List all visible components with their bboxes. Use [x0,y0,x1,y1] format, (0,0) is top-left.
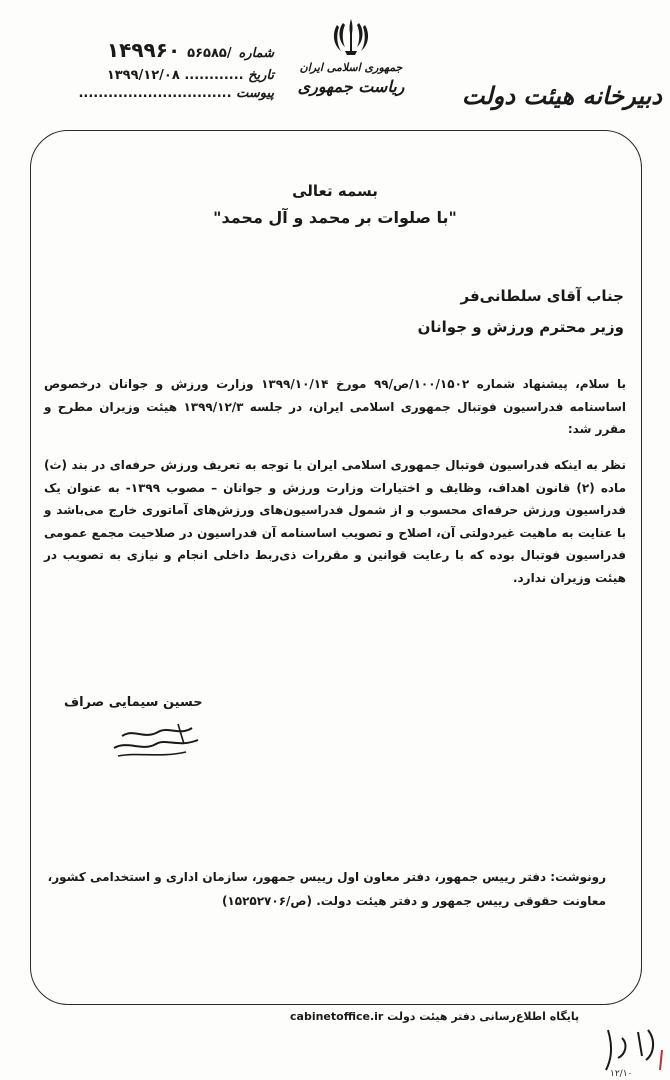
signature-icon [108,718,204,762]
reference-block [14,14,274,101]
recipient-name: جناب آقای سلطانی‌فر [460,287,624,305]
footer [290,1010,579,1023]
attachment-row: پیوست ............................... [78,86,274,101]
attachment-label: پیوست [236,86,274,101]
date-row: تاریخ ............ ۱۳۹۹/۱۲/۰۸ [106,68,274,83]
number-prefix: ۵۶۵۸۵/ [187,46,232,61]
cc-line-2: معاونت حقوقی رییس جمهور و دفتر هیئت دولت. (ص/۱۵۲۵۲۷۰۶) [221,894,606,908]
footer-site[interactable]: cabinetoffice.ir [290,1010,384,1023]
country-name: جمهوری اسلامی ایران [299,61,403,74]
cc-recipients-1: دفتر رییس جمهور، دفتر معاون اول رییس جمهور، سازمان اداری و استخدامی کشور، [47,870,547,884]
cc-line-1 [44,865,606,889]
number-value: ۱۴۹۹۶۰ [106,38,181,62]
presidency-title: ریاست جمهوری [297,77,405,96]
number-row [14,38,274,62]
signer-name: حسین سیمایی صراف [64,695,203,710]
handwritten-note-icon [600,1010,670,1080]
handnote-text: ۱۲/۱۰ [610,1069,633,1079]
number-label: شماره [238,46,274,61]
letterhead-center [296,15,406,125]
body-paragraph-1: با سلام، پیشنهاد شماره ۱۰۰/۱۵۰۲/ص/۹۹ مورخ ۱۳۹۹/۱۰/۱۴ وزارت ورزش و جوانان درخصوص اساسنامه فدراسیون فوتبال جمهوری اسلامی ایران، در جلسه ۱۳۹۹/۱۲/۳ هیئت وزیران مطرح و مقرر شد: [44,377,627,437]
date-label: تاریخ [248,68,274,83]
cc-label: رونوشت: [550,870,606,884]
cabinet-secretariat-title: دبیرخانه هیئت دولت [461,82,662,110]
recipient-title: وزیر محترم ورزش و جوانان [417,318,624,336]
body-paragraph-2: نظر به اینکه فدراسیون فوتبال جمهوری اسلامی ایران با توجه به تعریف ورزش حرفه‌ای در بند (ث) ماده (۲) قانون اهداف، وظایف و اختیارات وزارت ورزش و جوانان – مصوب ۱۳۹۹- به عنوان یک فدراسیون ورزش حرفه‌ای محسوب و از شمول فدراسیون‌های ورزش‌های آماتوری خارج می‌باشد و با عنایت به ماهیت غیردولتی آن، اصلاح و تصویب اساسنامه آن فدراسیون در صلاحیت مجمع عمومی فدراسیون فوتبال بوده که با رعایت قوانین و مقررات ذی‌ربط داخلی انجام و نیازی به تصویب در هیئت وزیران ندارد. [44,458,626,585]
date-value: ۱۳۹۹/۱۲/۰۸ [106,68,180,83]
iran-emblem-icon [329,15,373,59]
opening-line-1: بسمه تعالی [292,182,378,200]
footer-portal-text: پایگاه اطلاع‌رسانی دفتر هیئت دولت [387,1010,580,1023]
opening-line-2: "با صلوات بر محمد و آل محمد" [213,208,457,227]
carbon-copy [44,865,606,913]
